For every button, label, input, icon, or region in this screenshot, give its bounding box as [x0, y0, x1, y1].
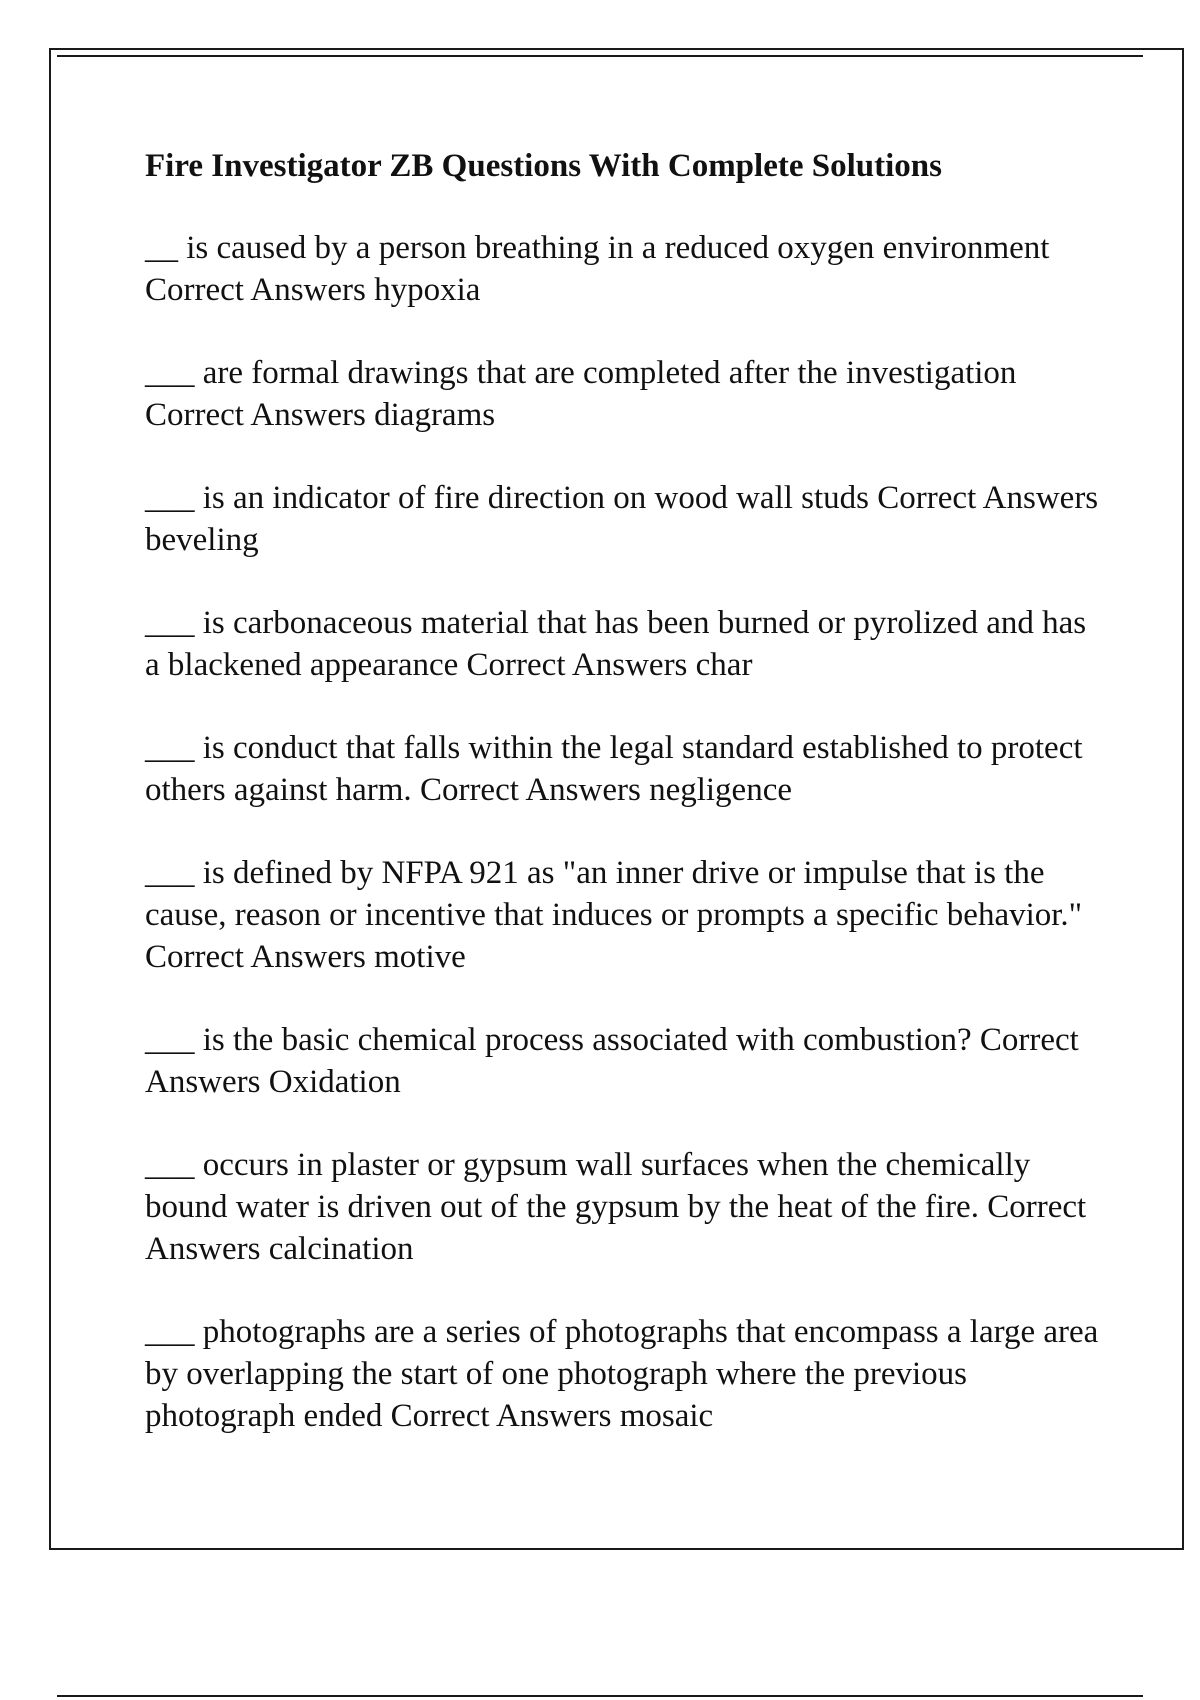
answer-label: Correct Answers [390, 1398, 612, 1434]
document-body [145, 146, 1105, 1478]
question-text: __ is caused by a person breathing in a reduced oxygen environment [145, 230, 1050, 266]
answer-text: motive [374, 939, 466, 975]
qa-item [145, 1311, 1105, 1437]
question-text: ___ is carbonaceous material that has been burned or pyrolized and has a blackened appearance [145, 605, 1095, 683]
qa-item [145, 227, 1105, 311]
question-text: ___ is defined by NFPA 921 as "an inner drive or impulse that is the cause, reason or incentive that induces or prompts a specific behavior." [145, 855, 1083, 933]
answer-label: Correct Answers [145, 272, 366, 308]
answer-label: Correct Answers [145, 1189, 1093, 1267]
question-text: ___ is an indicator of fire direction on wood wall studs [145, 480, 870, 516]
qa-item [145, 852, 1105, 978]
answer-text: beveling [145, 522, 259, 558]
answer-text: mosaic [619, 1398, 714, 1434]
qa-item [145, 727, 1105, 811]
answer-label: Correct Answers [145, 397, 366, 433]
answer-text: char [695, 647, 753, 683]
answer-text: hypoxia [374, 272, 481, 308]
question-text: ___ are formal drawings that are completed after the investigation [145, 355, 1017, 391]
qa-item [145, 1144, 1105, 1270]
answer-label: Correct Answers [145, 939, 366, 975]
question-text: ___ photographs are a series of photographs that encompass a large area by overlapping the start of one photograph where the previous photograph ended [145, 1314, 1107, 1434]
qa-item [145, 602, 1105, 686]
qa-item [145, 1019, 1105, 1103]
answer-label: Correct Answers [877, 480, 1099, 516]
bottom-rule [57, 1695, 1143, 1697]
answer-text: calcination [268, 1231, 414, 1267]
answer-label: Correct Answers [466, 647, 688, 683]
answer-label: Correct Answers [145, 1022, 1086, 1100]
question-text: ___ is conduct that falls within the legal standard established to protect others against harm. [145, 730, 1091, 808]
answer-text: Oxidation [268, 1064, 401, 1100]
qa-item [145, 477, 1105, 561]
question-text: ___ is the basic chemical process associated with combustion? [145, 1022, 972, 1058]
qa-item [145, 352, 1105, 436]
document-title: Fire Investigator ZB Questions With Complete Solutions [145, 148, 942, 184]
answer-text: diagrams [374, 397, 496, 433]
answer-text: negligence [649, 772, 792, 808]
question-text: ___ occurs in plaster or gypsum wall surfaces when the chemically bound water is driven out of the gypsum by the heat of the fire. [145, 1147, 1039, 1225]
answer-label: Correct Answers [419, 772, 641, 808]
